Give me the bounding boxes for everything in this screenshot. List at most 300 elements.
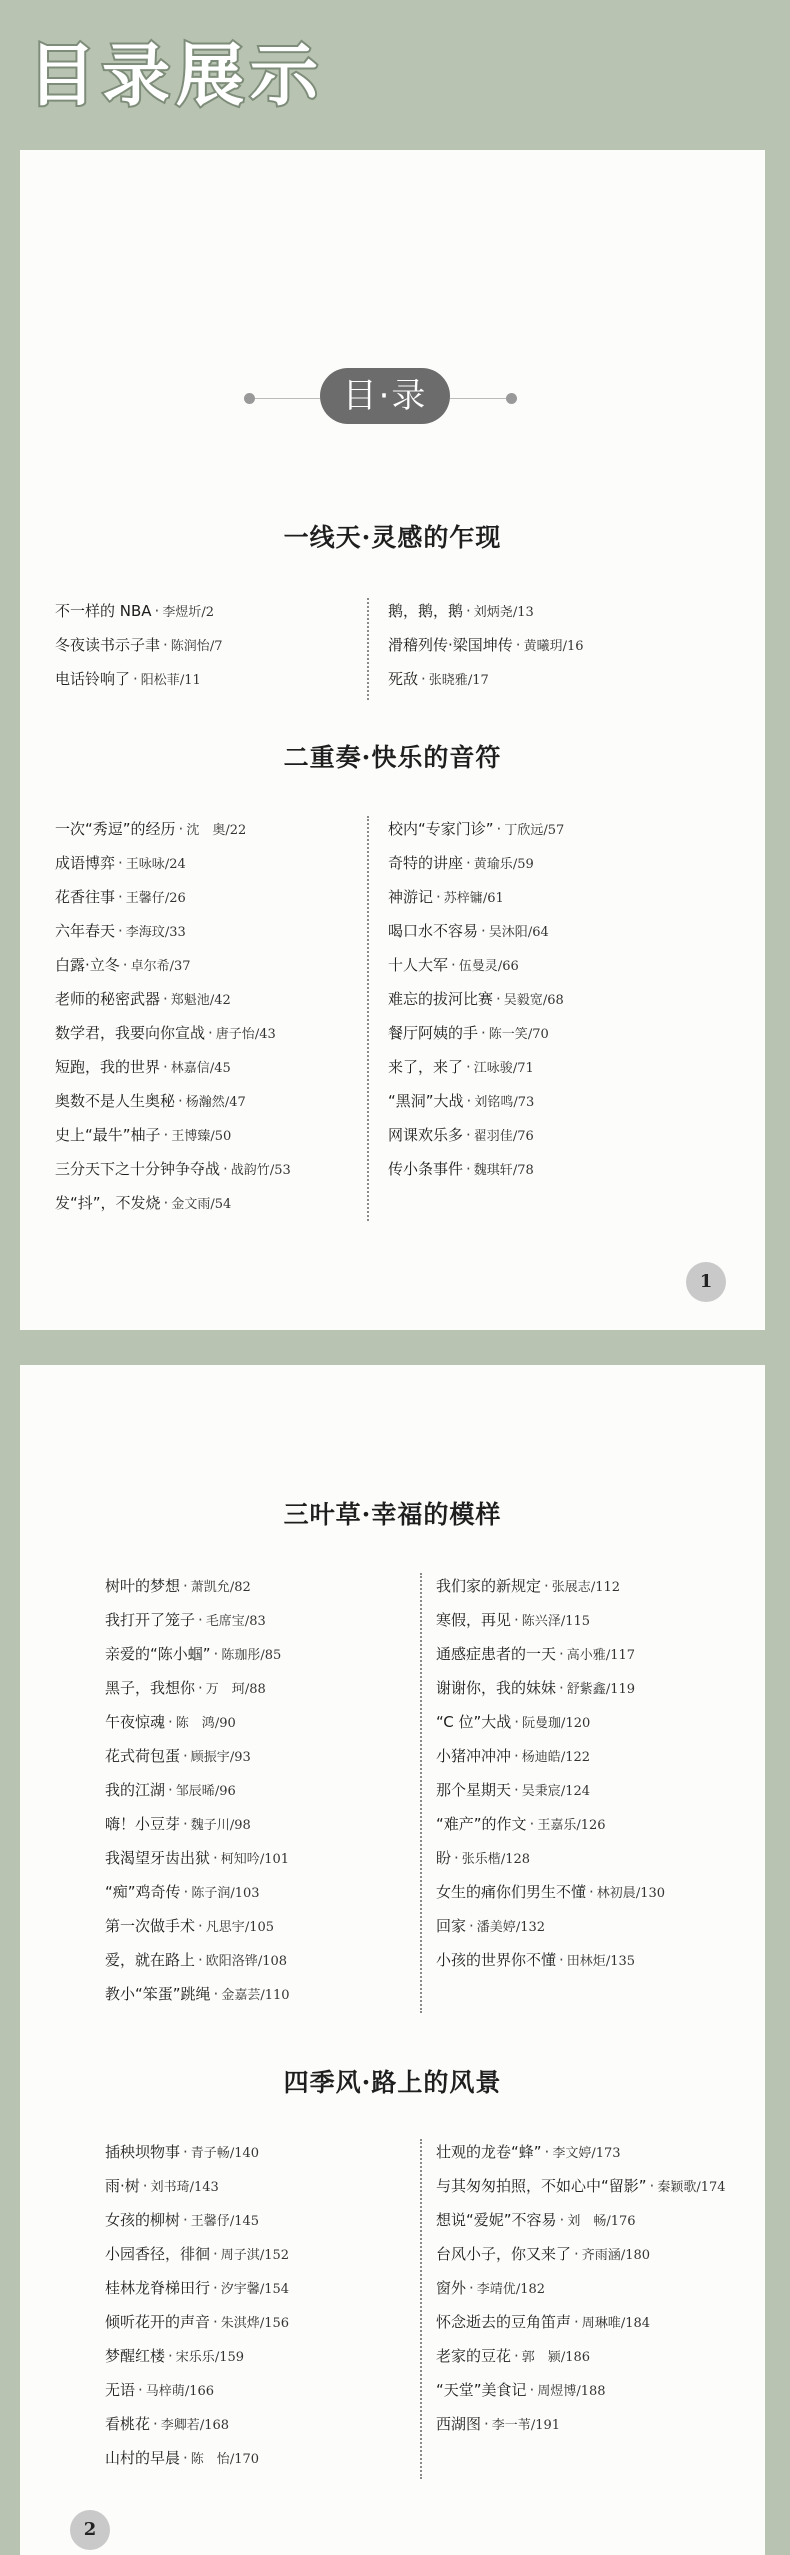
entry-page: 154 xyxy=(264,2282,290,2297)
entry-author: 陈 鸿 xyxy=(175,1716,215,1731)
entry-author: 陈兴泽 xyxy=(521,1614,561,1629)
entry-slash: / xyxy=(576,2384,581,2399)
entry-page: 57 xyxy=(547,823,565,838)
entry-page: 166 xyxy=(189,2384,215,2399)
entry-slash: / xyxy=(620,2316,626,2331)
entry-title: 盼 xyxy=(436,1849,452,1867)
entry-slash: / xyxy=(259,2248,265,2263)
entry-author: 李一苇 xyxy=(491,2418,531,2433)
toc-entry xyxy=(55,1016,291,1050)
entry-title: 神游记 xyxy=(388,888,434,906)
toc-entry xyxy=(436,1875,665,1909)
entry-page: 76 xyxy=(517,1129,534,1144)
entry-separator: · xyxy=(496,820,502,838)
toc-entry xyxy=(388,880,564,914)
entry-author: 萧凯允 xyxy=(190,1580,230,1595)
toc-entry xyxy=(105,2373,289,2407)
entry-slash: / xyxy=(561,1716,566,1731)
entry-page: 191 xyxy=(535,2418,561,2433)
entry-page: 156 xyxy=(264,2316,290,2331)
entry-page: 7 xyxy=(214,639,223,654)
entry-author: 张展志 xyxy=(551,1580,591,1595)
entry-title: 一次“秀逗”的经历 xyxy=(55,820,176,838)
entry-slash: / xyxy=(467,673,473,688)
entry-author: 王馨仔 xyxy=(125,891,165,906)
entry-slash: / xyxy=(482,891,488,906)
entry-author: 林初晨 xyxy=(596,1886,636,1901)
entry-separator: · xyxy=(213,1985,219,2003)
toc-entry xyxy=(55,846,291,880)
entry-title: 我的江湖 xyxy=(105,1781,166,1799)
entry-slash: / xyxy=(210,1129,215,1144)
toc-column-right xyxy=(388,594,584,696)
toc-entry xyxy=(436,2305,726,2339)
entry-author: 舒紫鑫 xyxy=(566,1682,606,1697)
toc-entry xyxy=(105,2271,289,2305)
entry-slash: / xyxy=(512,1163,518,1178)
column-divider xyxy=(367,598,369,700)
entry-page: 59 xyxy=(517,857,534,872)
entry-page: 103 xyxy=(234,1886,260,1901)
entry-author: 黄曦玥 xyxy=(523,639,563,654)
entry-title: 女生的痛你们男生不懂 xyxy=(436,1883,587,1901)
toc-entry xyxy=(105,1841,290,1875)
toc-entry xyxy=(105,1637,290,1671)
entry-separator: · xyxy=(544,2143,550,2161)
entry-author: 林嘉信 xyxy=(170,1061,210,1076)
toc-entry xyxy=(436,1909,665,1943)
entry-page: 73 xyxy=(517,1095,535,1110)
toc-entry xyxy=(388,628,584,662)
entry-slash: / xyxy=(199,2418,205,2433)
entry-title: 树叶的梦想 xyxy=(105,1577,181,1595)
toc-entry xyxy=(105,2135,289,2169)
entry-title: 喝口水不容易 xyxy=(388,922,479,940)
entry-page: 143 xyxy=(193,2180,219,2195)
entry-title: 奇特的讲座 xyxy=(388,854,464,872)
toc-entry xyxy=(55,1084,291,1118)
column-divider xyxy=(420,2139,422,2479)
entry-title: 想说“爱妮”不容易 xyxy=(436,2211,557,2229)
entry-title: 小园香径，徘徊 xyxy=(105,2245,211,2263)
header-banner xyxy=(0,0,790,140)
page-number: 2 xyxy=(70,2510,110,2550)
entry-title: 通感症患者的一天 xyxy=(436,1645,557,1663)
entry-author: 李卿若 xyxy=(160,2418,200,2433)
entry-title: 无语 xyxy=(105,2381,136,2399)
entry-slash: / xyxy=(259,2316,265,2331)
entry-page: 170 xyxy=(234,2452,260,2467)
entry-title: 倾听花开的声音 xyxy=(105,2313,211,2331)
entry-author: 黄瑜乐 xyxy=(473,857,513,872)
entry-separator: · xyxy=(183,2449,188,2467)
entry-slash: / xyxy=(259,2282,265,2297)
toc-entry xyxy=(436,1569,665,1603)
entry-separator: · xyxy=(559,1951,564,1969)
entry-separator: · xyxy=(451,956,456,974)
entry-author: 汐宇馨 xyxy=(220,2282,260,2297)
toc-entry xyxy=(436,2373,726,2407)
entry-title: 我们家的新规定 xyxy=(436,1577,542,1595)
entry-title: 窗外 xyxy=(436,2279,467,2297)
entry-page: 135 xyxy=(610,1954,636,1969)
entry-slash: / xyxy=(542,993,548,1008)
entry-slash: / xyxy=(512,1129,518,1144)
toc-column-right xyxy=(436,2135,726,2441)
entry-page: 145 xyxy=(234,2214,260,2229)
entry-title: 亲爱的“陈小蝈” xyxy=(105,1645,211,1663)
entry-separator: · xyxy=(436,888,441,906)
entry-author: 沈 奥 xyxy=(186,823,226,838)
entry-title: 滑稽列传·梁国坤传 xyxy=(388,636,513,654)
entry-page: 66 xyxy=(502,959,519,974)
entry-slash: / xyxy=(605,1648,611,1663)
entry-separator: · xyxy=(168,1781,173,1799)
entry-title: 嗨！小豆芽 xyxy=(105,1815,181,1833)
entry-slash: / xyxy=(229,2452,235,2467)
entry-author: 李文婷 xyxy=(552,2146,592,2161)
toc-entry xyxy=(436,1637,665,1671)
entry-title: 校内“专家门诊” xyxy=(388,820,494,838)
entry-author: 金嘉芸 xyxy=(221,1988,261,2003)
toc-entry xyxy=(105,1773,290,1807)
entry-author: 郭 颍 xyxy=(521,2350,561,2365)
entry-page: 45 xyxy=(214,1061,231,1076)
toc-entry xyxy=(55,1152,291,1186)
entry-page: 53 xyxy=(274,1163,291,1178)
entry-title: 三分天下之十分钟争夺战 xyxy=(55,1160,221,1178)
entry-separator: · xyxy=(649,2177,655,2195)
entry-slash: / xyxy=(606,2214,611,2229)
entry-slash: / xyxy=(513,1095,518,1110)
toc-entry xyxy=(105,2203,289,2237)
entry-slash: / xyxy=(184,2384,190,2399)
entry-page: 176 xyxy=(610,2214,636,2229)
entry-author: 陈珈彤 xyxy=(221,1648,261,1663)
entry-separator: · xyxy=(133,670,138,688)
entry-title: “天堂”美食记 xyxy=(436,2381,527,2399)
entry-page: 85 xyxy=(264,1648,282,1663)
entry-author: 万 珂 xyxy=(205,1682,245,1697)
entry-title: 史上“最牛”柚子 xyxy=(55,1126,161,1144)
entry-author: 陈子润 xyxy=(191,1886,231,1901)
entry-slash: / xyxy=(214,1716,220,1731)
entry-page: 188 xyxy=(580,2384,606,2399)
badge-dot-right xyxy=(506,393,517,404)
entry-page: 93 xyxy=(234,1750,251,1765)
entry-separator: · xyxy=(163,990,168,1008)
entry-page: 17 xyxy=(472,673,489,688)
entry-slash: / xyxy=(209,1061,215,1076)
entry-slash: / xyxy=(515,1920,521,1935)
entry-title: 小孩的世界你不懂 xyxy=(436,1951,557,1969)
entry-slash: / xyxy=(543,823,548,838)
entry-slash: / xyxy=(560,1750,566,1765)
entry-page: 122 xyxy=(565,1750,591,1765)
entry-page: 182 xyxy=(520,2282,546,2297)
toc-entry xyxy=(105,1603,290,1637)
entry-author: 卓尔希 xyxy=(130,959,170,974)
entry-title: 老师的秘密武器 xyxy=(55,990,161,1008)
entry-title: 教小“笨蛋”跳绳 xyxy=(105,1985,211,2003)
entry-separator: · xyxy=(178,820,184,838)
toc-entry xyxy=(55,1050,291,1084)
entry-page: 120 xyxy=(565,1716,591,1731)
entry-slash: / xyxy=(530,2418,536,2433)
toc-entry xyxy=(105,1909,290,1943)
entry-separator: · xyxy=(213,1849,218,1867)
entry-title: 爱，就在路上 xyxy=(105,1951,196,1969)
entry-separator: · xyxy=(183,2143,188,2161)
toc-entry xyxy=(105,1977,290,2011)
entry-slash: / xyxy=(164,891,170,906)
entry-separator: · xyxy=(153,2415,158,2433)
toc-entry xyxy=(55,628,222,662)
entry-author: 张晓雅 xyxy=(428,673,468,688)
entry-title: 桂林龙脊梯田行 xyxy=(105,2279,211,2297)
toc-entry xyxy=(105,1807,290,1841)
entry-separator: · xyxy=(529,1815,535,1833)
entry-author: 丁欣远 xyxy=(504,823,544,838)
entry-title: 短跑，我的世界 xyxy=(55,1058,161,1076)
entry-page: 184 xyxy=(625,2316,651,2331)
entry-author: 陈一笑 xyxy=(488,1027,528,1042)
entry-author: 伍曼灵 xyxy=(458,959,498,974)
entry-author: 青子畅 xyxy=(190,2146,230,2161)
toc-entry xyxy=(388,914,564,948)
entry-author: 魏子川 xyxy=(190,1818,230,1833)
entry-page: 70 xyxy=(532,1027,549,1042)
entry-page: 110 xyxy=(264,1988,290,2003)
toc-entry xyxy=(436,2271,726,2305)
entry-slash: / xyxy=(164,925,170,940)
toc-column-right xyxy=(436,1569,665,1977)
entry-page: 42 xyxy=(214,993,231,1008)
badge-line-left xyxy=(250,398,320,399)
toc-entry xyxy=(105,1739,290,1773)
entry-page: 24 xyxy=(169,857,186,872)
entry-author: 王博臻 xyxy=(171,1129,211,1144)
toc-entry xyxy=(105,2169,289,2203)
entry-author: 田林炬 xyxy=(566,1954,606,1969)
entry-slash: / xyxy=(259,1852,265,1867)
entry-slash: / xyxy=(229,1750,235,1765)
entry-separator: · xyxy=(213,2313,218,2331)
entry-page: 64 xyxy=(532,925,549,940)
entry-title: 数学君，我要向你宣战 xyxy=(55,1024,206,1042)
entry-author: 毛席宝 xyxy=(205,1614,245,1629)
entry-separator: · xyxy=(466,602,471,620)
entry-title: 十人大军 xyxy=(388,956,449,974)
entry-title: 传小条事件 xyxy=(388,1160,464,1178)
entry-slash: / xyxy=(560,2350,566,2365)
entry-separator: · xyxy=(213,1645,219,1663)
entry-author: 阳松菲 xyxy=(140,673,180,688)
entry-title: “痴”鸡奇传 xyxy=(105,1883,181,1901)
entry-slash: / xyxy=(590,1580,596,1595)
toc-entry xyxy=(436,1841,665,1875)
entry-separator: · xyxy=(163,636,168,654)
entry-separator: · xyxy=(466,1092,472,1110)
entry-title: “黑洞”大战 xyxy=(388,1092,464,1110)
entry-separator: · xyxy=(514,1781,519,1799)
toc-entry xyxy=(55,982,291,1016)
entry-author: 陈 怡 xyxy=(190,2452,230,2467)
entry-slash: / xyxy=(591,2146,596,2161)
entry-separator: · xyxy=(183,1815,188,1833)
toc-entry xyxy=(55,948,291,982)
entry-separator: · xyxy=(559,1679,564,1697)
entry-author: 张乐楷 xyxy=(461,1852,501,1867)
entry-author: 刘书琦 xyxy=(150,2180,190,2195)
toc-entry xyxy=(105,2339,289,2373)
toc-entry xyxy=(105,2441,289,2475)
entry-slash: / xyxy=(635,1886,641,1901)
entry-separator: · xyxy=(213,2245,218,2263)
entry-slash: / xyxy=(225,823,230,838)
toc-entry xyxy=(436,1603,665,1637)
entry-separator: · xyxy=(223,1160,228,1178)
entry-page: 132 xyxy=(520,1920,546,1935)
entry-page: 50 xyxy=(214,1129,232,1144)
toc-entry xyxy=(55,1186,291,1220)
entry-separator: · xyxy=(163,1194,169,1212)
entry-separator: · xyxy=(178,1092,183,1110)
entry-author: 金文雨 xyxy=(171,1197,211,1212)
toc-entry xyxy=(105,1705,290,1739)
entry-page: 2 xyxy=(205,605,215,620)
toc-column-left xyxy=(105,1569,290,2011)
entry-author: 宋乐乐 xyxy=(175,2350,215,2365)
entry-title: 午夜惊魂 xyxy=(105,1713,166,1731)
entry-slash: / xyxy=(260,1988,265,2003)
entry-title: 插秧坝物事 xyxy=(105,2143,181,2161)
toc-entry xyxy=(388,1118,564,1152)
entry-title: “难产”的作文 xyxy=(436,1815,527,1833)
entry-slash: / xyxy=(229,1818,235,1833)
column-divider xyxy=(367,816,369,1221)
entry-separator: · xyxy=(529,2381,535,2399)
entry-author: 刘 畅 xyxy=(567,2214,607,2229)
entry-separator: · xyxy=(514,1713,520,1731)
entry-separator: · xyxy=(574,2245,579,2263)
entry-page: 33 xyxy=(169,925,186,940)
entry-slash: / xyxy=(214,2350,220,2365)
toc-entry xyxy=(105,2237,289,2271)
entry-author: 翟羽佳 xyxy=(473,1129,513,1144)
entry-slash: / xyxy=(257,1954,263,1969)
entry-slash: / xyxy=(244,1682,250,1697)
entry-separator: · xyxy=(589,1883,594,1901)
page-2 xyxy=(20,1365,765,2555)
entry-separator: · xyxy=(466,1160,471,1178)
entry-author: 柯知吟 xyxy=(220,1852,260,1867)
entry-page: 159 xyxy=(219,2350,245,2365)
entry-page: 180 xyxy=(625,2248,651,2263)
entry-separator: · xyxy=(466,1126,471,1144)
toc-entry xyxy=(105,1569,290,1603)
entry-page: 128 xyxy=(505,1852,531,1867)
entry-title: 台风小子，你又来了 xyxy=(436,2245,572,2263)
toc-entry xyxy=(55,1118,291,1152)
entry-separator: · xyxy=(183,1883,189,1901)
toc-column-left xyxy=(55,594,222,696)
entry-title: 发“抖”，不发烧 xyxy=(55,1194,161,1212)
toc-column-left xyxy=(105,2135,289,2475)
entry-title: 黑子，我想你 xyxy=(105,1679,196,1697)
toc-entry xyxy=(436,2203,726,2237)
entry-separator: · xyxy=(118,888,123,906)
entry-page: 47 xyxy=(229,1095,246,1110)
entry-separator: · xyxy=(496,990,501,1008)
entry-separator: · xyxy=(168,1713,173,1731)
entry-page: 168 xyxy=(204,2418,230,2433)
toc-entry xyxy=(436,1705,665,1739)
entry-slash: / xyxy=(210,1197,215,1212)
entry-slash: / xyxy=(696,2180,701,2195)
entry-page: 61 xyxy=(487,891,504,906)
toc-badge xyxy=(240,368,520,428)
entry-slash: / xyxy=(512,857,518,872)
entry-title: 不一样的 NBA xyxy=(55,602,152,620)
entry-separator: · xyxy=(514,1611,519,1629)
banner-title: 目录展示 xyxy=(28,37,325,116)
entry-slash: / xyxy=(224,1095,230,1110)
entry-separator: · xyxy=(208,1024,213,1042)
entry-separator: · xyxy=(183,1747,188,1765)
entry-page: 101 xyxy=(264,1852,290,1867)
entry-author: 吴秉宸 xyxy=(521,1784,561,1799)
entry-author: 苏梓镛 xyxy=(443,891,483,906)
entry-author: 江咏骏 xyxy=(473,1061,513,1076)
entry-separator: · xyxy=(168,2347,173,2365)
entry-title: 我渴望牙齿出狱 xyxy=(105,1849,211,1867)
toc-entry xyxy=(388,1016,564,1050)
entry-author: 秦颖歌 xyxy=(657,2180,697,2195)
entry-separator: · xyxy=(469,2279,474,2297)
entry-slash: / xyxy=(189,2180,194,2195)
toc-column-left xyxy=(55,812,291,1220)
toc-entry xyxy=(436,1671,665,1705)
entry-slash: / xyxy=(620,2248,626,2263)
entry-page: 22 xyxy=(229,823,247,838)
entry-author: 齐雨涵 xyxy=(581,2248,621,2263)
toc-entry xyxy=(388,982,564,1016)
entry-slash: / xyxy=(527,925,533,940)
entry-slash: / xyxy=(229,1580,235,1595)
entry-slash: / xyxy=(605,1682,611,1697)
entry-page: 83 xyxy=(249,1614,266,1629)
toc-entry xyxy=(388,662,584,696)
entry-page: 112 xyxy=(595,1580,621,1595)
entry-title: 死敌 xyxy=(388,670,419,688)
entry-separator: · xyxy=(198,1917,203,1935)
entry-author: 吴毅宽 xyxy=(503,993,543,1008)
entry-page: 82 xyxy=(234,1580,251,1595)
entry-author: 刘炳尧 xyxy=(473,605,513,620)
toc-entry xyxy=(388,1152,564,1186)
toc-entry xyxy=(436,1773,665,1807)
entry-title: 怀念逝去的豆角笛声 xyxy=(436,2313,572,2331)
entry-page: 37 xyxy=(173,959,191,974)
entry-page: 11 xyxy=(184,673,201,688)
toc-entry xyxy=(436,1739,665,1773)
entry-author: 刘铭鸣 xyxy=(474,1095,514,1110)
entry-separator: · xyxy=(213,2279,218,2297)
entry-page: 126 xyxy=(580,1818,606,1833)
entry-slash: / xyxy=(515,2282,521,2297)
entry-slash: / xyxy=(576,1818,581,1833)
